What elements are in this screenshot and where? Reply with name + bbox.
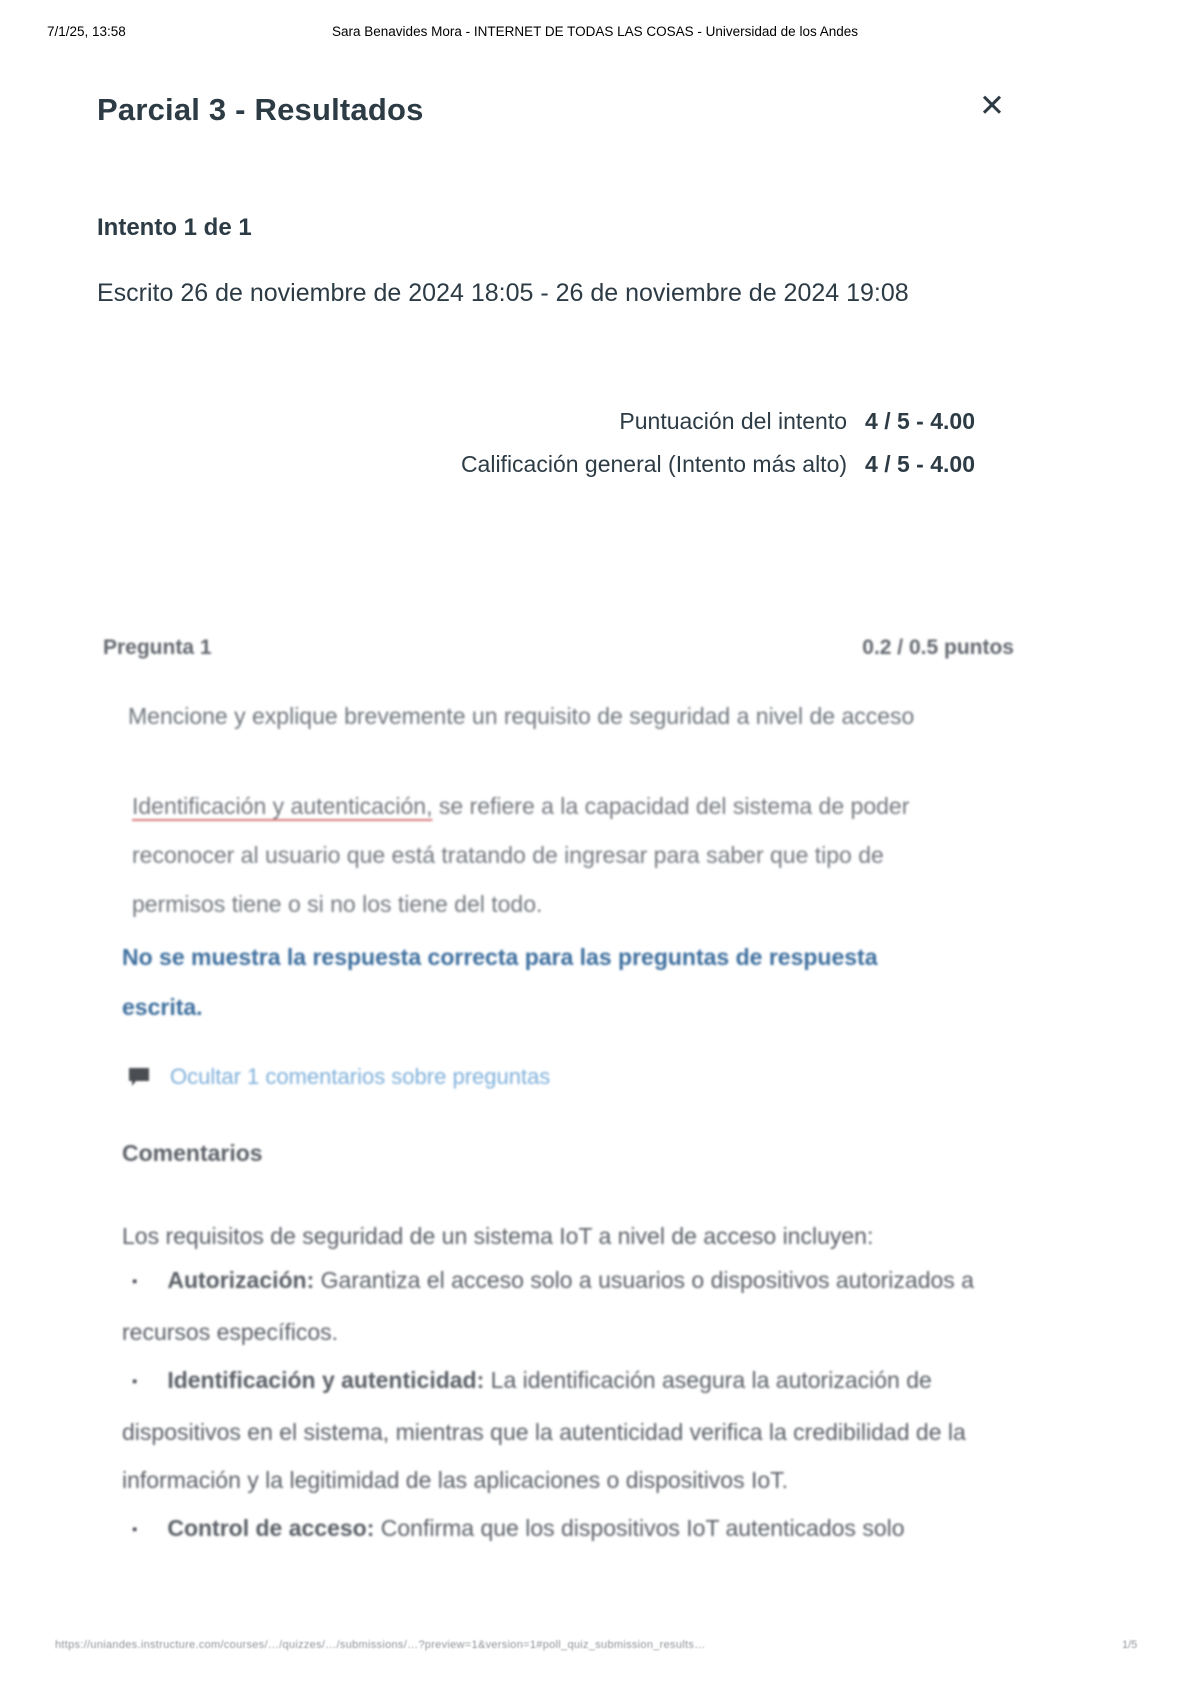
comment-text: Garantiza el acceso solo a usuarios o dispositivos autorizados a recursos específicos. bbox=[122, 1267, 974, 1345]
overall-grade-label: Calificación general (Intento más alto) bbox=[460, 451, 848, 477]
comment-bubble-icon bbox=[128, 1067, 150, 1087]
overall-grade-value: 4 / 5 - 4.00 bbox=[865, 451, 975, 477]
print-footer bbox=[0, 1639, 1190, 1655]
list-item bbox=[122, 1356, 1027, 1504]
modal-header bbox=[97, 88, 1093, 128]
comments-toggle-row bbox=[128, 1064, 550, 1090]
correct-answer-notice: No se muestra la respuesta correcta para las preguntas de respuesta escrita. bbox=[122, 944, 878, 1020]
page-title: Parcial 3 - Resultados bbox=[97, 92, 424, 127]
attempt-score-row bbox=[461, 408, 975, 435]
footer-page-indicator: 1/5 bbox=[1122, 1639, 1138, 1651]
comment-term: Control de acceso: bbox=[167, 1515, 375, 1541]
comments-heading: Comentarios bbox=[122, 1140, 263, 1166]
comment-term: Autorización: bbox=[167, 1267, 315, 1293]
attempt-heading: Intento 1 de 1 bbox=[97, 214, 252, 241]
question-label: Pregunta 1 bbox=[103, 636, 212, 659]
bullet-icon: ▪ bbox=[132, 1273, 138, 1290]
list-item bbox=[122, 1256, 1027, 1356]
student-answer bbox=[132, 782, 980, 929]
overall-grade-row bbox=[461, 451, 975, 478]
print-datetime: 7/1/25, 13:58 bbox=[47, 24, 126, 39]
close-button[interactable] bbox=[979, 90, 1005, 121]
answer-highlight: Identificación y autenticación, bbox=[132, 793, 433, 819]
attempt-score-value: 4 / 5 - 4.00 bbox=[865, 408, 975, 434]
bullet-icon: ▪ bbox=[132, 1373, 138, 1390]
comments-intro: Los requisitos de seguridad de un sistema IoT a nivel de acceso incluyen: bbox=[122, 1223, 874, 1249]
attempt-period: Escrito 26 de noviembre de 2024 18:05 - 26 de noviembre de 2024 19:08 bbox=[97, 279, 909, 307]
print-header bbox=[0, 24, 1190, 46]
comment-text: La identificación asegura la autorización de dispositivos en el sistema, mientras que la autenticidad verifica la credibilidad de la información y la legitimidad de las aplicaciones o dispositivos IoT. bbox=[122, 1367, 966, 1493]
question-section bbox=[103, 636, 1018, 1541]
comments-list bbox=[122, 1256, 1027, 1556]
list-item bbox=[122, 1504, 1027, 1556]
attempt-score-label: Puntuación del intento bbox=[619, 408, 848, 434]
comments-toggle-link[interactable]: Ocultar 1 comentarios sobre preguntas bbox=[170, 1064, 551, 1089]
footer-url: https://uniandes.instructure.com/courses/…/quizzes/…/submissions/…?preview=1&version=1#poll_quiz_submission_results… bbox=[55, 1639, 706, 1651]
question-points: 0.2 / 0.5 puntos bbox=[862, 636, 1014, 659]
comment-term: Identificación y autenticidad: bbox=[167, 1367, 485, 1393]
answer-text: se refiere a la capacidad del sistema de poder reconocer al usuario que está tratando de ingresar para saber que tipo de permisos tiene o si no los tiene del todo. bbox=[132, 793, 910, 917]
score-summary bbox=[461, 408, 975, 494]
question-header bbox=[103, 636, 1018, 666]
question-prompt: Mencione y explique brevemente un requisito de seguridad a nivel de acceso bbox=[128, 703, 915, 729]
bullet-icon: ▪ bbox=[132, 1521, 138, 1538]
print-document-title: Sara Benavides Mora - INTERNET DE TODAS LAS COSAS - Universidad de los Andes bbox=[332, 24, 858, 39]
comment-text: Confirma que los dispositivos IoT autenticados solo bbox=[374, 1515, 905, 1541]
close-icon: ✕ bbox=[979, 88, 1005, 123]
